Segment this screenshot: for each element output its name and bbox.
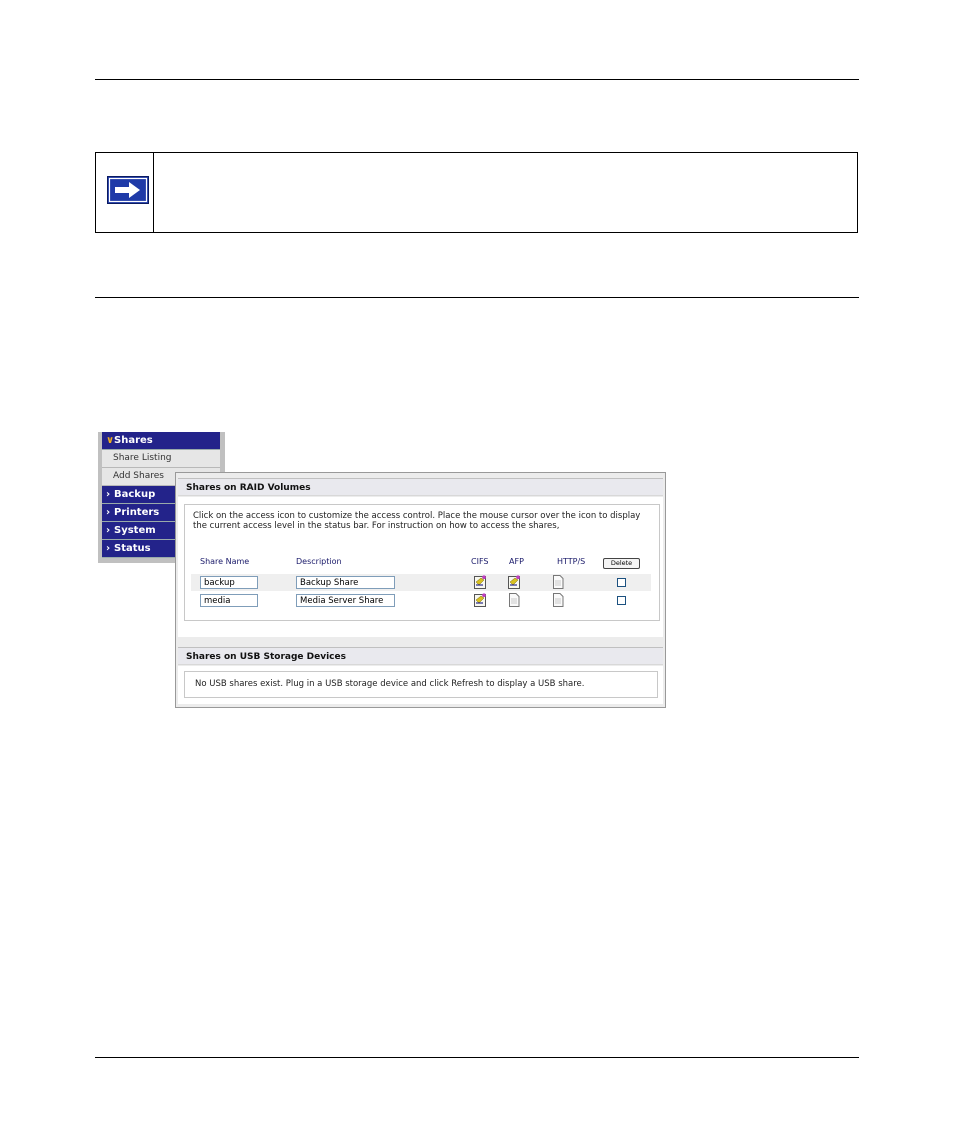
- cifs-access-icon[interactable]: [474, 575, 486, 589]
- arrow-right-icon: [107, 176, 149, 204]
- chevron-right-icon: ›: [106, 507, 111, 518]
- sidebar-item-label: Backup: [114, 489, 156, 500]
- sidebar-item-label: Share Listing: [113, 453, 172, 463]
- cifs-access-icon[interactable]: [474, 593, 486, 607]
- share-description-input[interactable]: Backup Share: [296, 576, 395, 589]
- section-rule: [95, 297, 859, 298]
- table-row: [191, 574, 651, 591]
- sidebar-item-label: Printers: [114, 507, 160, 518]
- chevron-right-icon: ›: [106, 489, 111, 500]
- chevron-right-icon: ›: [106, 543, 111, 554]
- column-header-https: HTTP/S: [557, 557, 586, 566]
- sidebar-item-shares[interactable]: [102, 432, 220, 450]
- afp-document-icon[interactable]: [508, 593, 520, 607]
- chevron-down-icon: ∨: [106, 435, 115, 446]
- https-document-icon[interactable]: [552, 575, 564, 589]
- afp-access-icon[interactable]: [508, 575, 520, 589]
- column-header-description: Description: [296, 557, 342, 566]
- delete-checkbox[interactable]: [617, 596, 626, 605]
- chevron-right-icon: ›: [106, 525, 111, 536]
- sidebar-item-label: Add Shares: [113, 471, 164, 481]
- column-header-share-name: Share Name: [200, 557, 250, 566]
- shares-panel: [175, 472, 666, 708]
- usb-title-text: Shares on USB Storage Devices: [186, 652, 346, 662]
- usb-section-body: [178, 666, 663, 704]
- note-box: [95, 152, 858, 233]
- delete-checkbox[interactable]: [617, 578, 626, 587]
- https-document-icon[interactable]: [552, 593, 564, 607]
- note-divider: [153, 153, 154, 232]
- share-name-input[interactable]: backup: [200, 576, 258, 589]
- share-description-input[interactable]: Media Server Share: [296, 594, 395, 607]
- raid-title-text: Shares on RAID Volumes: [186, 483, 311, 493]
- sidebar-item-label: System: [114, 525, 156, 536]
- raid-section-title: [178, 478, 663, 496]
- top-rule: [95, 79, 859, 80]
- usb-section-title: [178, 647, 663, 665]
- usb-message-box: [184, 671, 658, 698]
- raid-shares-box: [184, 504, 660, 621]
- sidebar-item-label: Shares: [114, 435, 153, 446]
- column-header-cifs: CIFS: [471, 557, 489, 566]
- column-header-afp: AFP: [509, 557, 524, 566]
- sidebar-item-share-listing[interactable]: [102, 450, 220, 468]
- share-name-input[interactable]: media: [200, 594, 258, 607]
- raid-intro-text: Click on the access icon to customize the access control. Place the mouse cursor over the icon to display the current access level in the status bar. For instruction on how to access the shares,: [193, 511, 641, 531]
- bottom-rule: [95, 1057, 859, 1058]
- delete-button[interactable]: Delete: [603, 558, 640, 569]
- usb-empty-message: No USB shares exist. Plug in a USB storage device and click Refresh to display a USB share.: [195, 679, 585, 689]
- sidebar-item-label: Status: [114, 543, 151, 554]
- raid-section-body: [178, 497, 663, 637]
